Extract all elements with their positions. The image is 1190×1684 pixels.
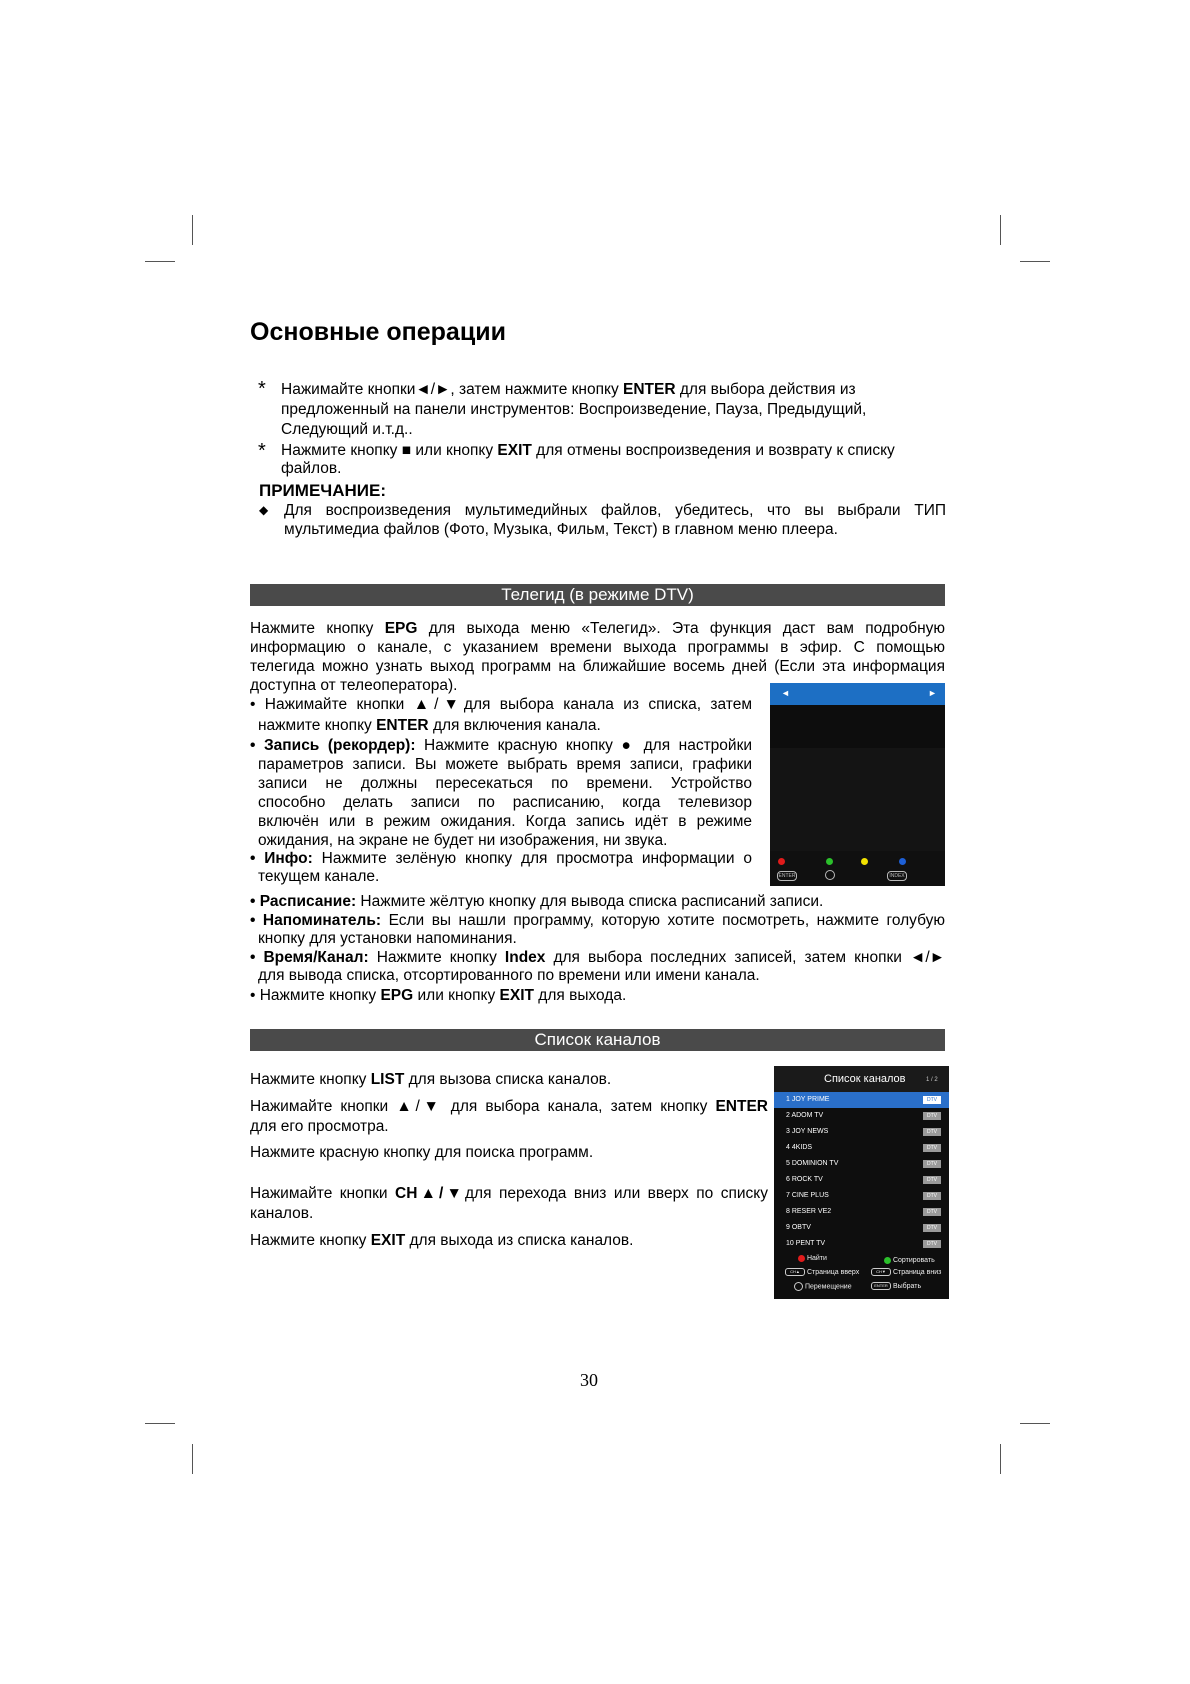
channel-list-screen-illustration <box>774 1066 949 1299</box>
intro-item-1: Нажимайте кнопки◄/►, затем нажмите кнопку ENTER для выбора действия из <box>281 381 856 398</box>
epg-bullet-4: • Расписание: Нажмите жёлтую кнопку для вывода списка расписаний записи. <box>250 893 824 910</box>
epg-bullet-6-line2: для вывода списка, отсортированного по времени или имени канала. <box>258 967 760 984</box>
channel-text-2-line2: для его просмотра. <box>250 1118 389 1135</box>
epg-paragraph-line2: информацию о канале, с указанием времени выхода программы в эфир. С помощью <box>250 639 945 656</box>
page-up-hint: CH▲ Страница вверх <box>785 1268 859 1278</box>
channel-row[interactable] <box>774 1108 949 1124</box>
channel-row[interactable] <box>774 1188 949 1204</box>
ch-down-key-icon: CH▼ <box>871 1268 891 1276</box>
channel-text-4-line2: каналов. <box>250 1205 314 1222</box>
epg-screen-illustration <box>770 683 945 886</box>
channel-text-1: Нажмите кнопку LIST для вызова списка каналов. <box>250 1071 612 1088</box>
channel-row[interactable] <box>774 1236 949 1252</box>
channel-name: 1 JOY PRIME <box>786 1096 830 1103</box>
channel-name: 3 JOY NEWS <box>786 1128 829 1135</box>
channel-row[interactable] <box>774 1172 949 1188</box>
epg-bullet-2-line2: параметров записи. Вы можете выбрать время записи, графики <box>258 756 752 773</box>
left-arrow-icon: ◄ <box>781 688 790 698</box>
note-line-1: Для воспроизведения мультимедийных файлов, убедитесь, что вы выбрали ТИП <box>284 502 946 519</box>
channel-list-header <box>774 1066 949 1092</box>
crop-mark <box>192 1444 193 1474</box>
epg-bullet-2-line4: способно делать записи по расписанию, когда телевизор <box>258 794 752 811</box>
crop-mark <box>1000 1444 1001 1474</box>
right-arrow-icon: ► <box>928 688 937 698</box>
green-button-icon <box>826 858 833 865</box>
epg-bullet-6: • Время/Канал: Нажмите кнопку Index для выбора последних записей, затем кнопки ◄/► <box>250 949 945 966</box>
page-title: Основные операции <box>250 318 506 346</box>
red-button-icon <box>798 1255 805 1262</box>
epg-paragraph-line3: телегида можно узнать выход программ на ближайшие восемь дней (Если эта информация <box>250 658 945 675</box>
crop-mark <box>1020 1423 1050 1424</box>
epg-bullet-2-line6: ожидания, на экране не будет ни изображения, ни звука. <box>258 832 668 849</box>
intro-item-2: Нажмите кнопку ■ или кнопку EXIT для отмены воспроизведения и возврату к списку <box>281 442 895 459</box>
enter-key-icon: ENTER <box>871 1282 891 1290</box>
channel-name: 4 4KIDS <box>786 1144 813 1151</box>
channel-name: 2 ADOM TV <box>786 1112 824 1119</box>
navigation-icon <box>794 1282 803 1291</box>
note-line-2: мультимедиа файлов (Фото, Музыка, Фильм, Текст) в главном меню плеера. <box>284 521 838 538</box>
channel-name: 10 PENT TV <box>786 1240 826 1247</box>
epg-bullet-5-line2: кнопку для установки напоминания. <box>258 930 517 947</box>
epg-paragraph-line1: Нажмите кнопку EPG для выхода меню «Телегид». Эта функция даст вам подробную <box>250 620 946 637</box>
epg-paragraph-line4: доступна от телеоператора). <box>250 677 458 694</box>
red-button-icon <box>778 858 785 865</box>
epg-info-panel <box>770 705 945 748</box>
epg-bullet-2-line3: записи не должны пересекаться по времени. Устройство <box>258 775 752 792</box>
blue-button-icon <box>899 858 906 865</box>
epg-bullet-2: • Запись (рекордер): Нажмите красную кнопку ● для настройки <box>250 737 753 754</box>
channel-type-badge: DTV <box>923 1208 941 1216</box>
intro-item-1-line2: предложенный на панели инструментов: Воспроизведение, Пауза, Предыдущий, <box>281 401 867 418</box>
diamond-bullet: ◆ <box>259 503 269 517</box>
note-title: ПРИМЕЧАНИЕ: <box>259 481 386 500</box>
select-hint: ENTER Выбрать <box>871 1282 921 1292</box>
channel-type-badge: DTV <box>923 1128 941 1136</box>
epg-top-bar <box>770 683 945 705</box>
epg-bullet-1: • Нажимайте кнопки ▲/▼для выбора канала из списка, затем <box>250 696 752 713</box>
epg-button-bar <box>770 851 945 886</box>
channel-name: 5 DOMINION TV <box>786 1160 839 1167</box>
crop-mark <box>145 1423 175 1424</box>
channel-text-3: Нажмите красную кнопку для поиска программ. <box>250 1144 594 1161</box>
channel-name: 8 RESER VE2 <box>786 1208 832 1215</box>
epg-bullet-3: • Инфо: Нажмите зелёную кнопку для просмотра информации о <box>250 850 752 867</box>
page-number: 30 <box>580 1370 598 1390</box>
channel-list-title: Список каналов <box>824 1073 906 1085</box>
intro-item-2-line2: файлов. <box>281 460 342 477</box>
sort-hint: Сортировать <box>884 1256 935 1266</box>
channel-text-5: Нажмите кнопку EXIT для выхода из списка каналов. <box>250 1232 634 1249</box>
page-indicator: 1 / 2 <box>926 1077 938 1083</box>
move-hint: Перемещение <box>794 1282 852 1292</box>
channel-row[interactable] <box>774 1156 949 1172</box>
channel-name: 6 ROCK TV <box>786 1176 823 1183</box>
crop-mark <box>192 215 193 245</box>
enter-key-icon: ENTER <box>778 873 796 879</box>
channel-name: 7 CINE PLUS <box>786 1192 829 1199</box>
channel-name: 9 OBTV <box>786 1224 811 1231</box>
channel-type-badge: DTV <box>923 1160 941 1168</box>
page-down-hint: CH▼ Страница вниз <box>871 1268 941 1278</box>
channel-row[interactable] <box>774 1140 949 1156</box>
channel-text-4: Нажимайте кнопки CH▲/▼для перехода вниз или вверх по списку <box>250 1185 768 1202</box>
star-bullet: * <box>258 378 266 400</box>
epg-bullet-7: • Нажмите кнопку EPG или кнопку EXIT для выхода. <box>250 987 627 1004</box>
channel-type-badge: DTV <box>923 1192 941 1200</box>
star-bullet: * <box>258 440 266 462</box>
channel-type-badge: DTV <box>923 1240 941 1248</box>
channel-type-badge: DTV <box>923 1176 941 1184</box>
crop-mark <box>145 261 175 262</box>
find-hint: Найти <box>798 1254 827 1264</box>
section-bar-channel-list: Список каналов <box>250 1029 945 1051</box>
channel-row[interactable] <box>774 1220 949 1236</box>
epg-bullet-3-line2: текущем канале. <box>258 868 380 885</box>
epg-bullet-5: • Напоминатель: Если вы нашли программу, которую хотите посмотреть, нажмите голубую <box>250 912 946 929</box>
info-icon <box>825 870 835 880</box>
epg-bullet-2-line5: включён или в режим ожидания. Когда запись идёт в режиме <box>258 813 752 830</box>
channel-type-badge: DTV <box>923 1144 941 1152</box>
epg-bullet-1-line2: нажмите кнопку ENTER для включения канала. <box>258 717 601 734</box>
green-button-icon <box>884 1257 891 1264</box>
crop-mark <box>1020 261 1050 262</box>
ch-up-key-icon: CH▲ <box>785 1268 805 1276</box>
channel-type-badge: DTV <box>923 1224 941 1232</box>
section-bar-epg: Телегид (в режиме DTV) <box>250 584 945 606</box>
channel-row[interactable] <box>774 1092 949 1108</box>
channel-row[interactable] <box>774 1204 949 1220</box>
intro-item-1-line3: Следующий и.т.д.. <box>281 421 413 438</box>
channel-type-badge: DTV <box>923 1112 941 1120</box>
index-key-icon: INDEX <box>887 871 907 881</box>
yellow-button-icon <box>861 858 868 865</box>
channel-row[interactable] <box>774 1124 949 1140</box>
channel-type-badge: DTV <box>923 1096 941 1104</box>
crop-mark <box>1000 215 1001 245</box>
channel-text-2: Нажимайте кнопки ▲/▼ для выбора канала, затем кнопку ENTER <box>250 1098 768 1115</box>
